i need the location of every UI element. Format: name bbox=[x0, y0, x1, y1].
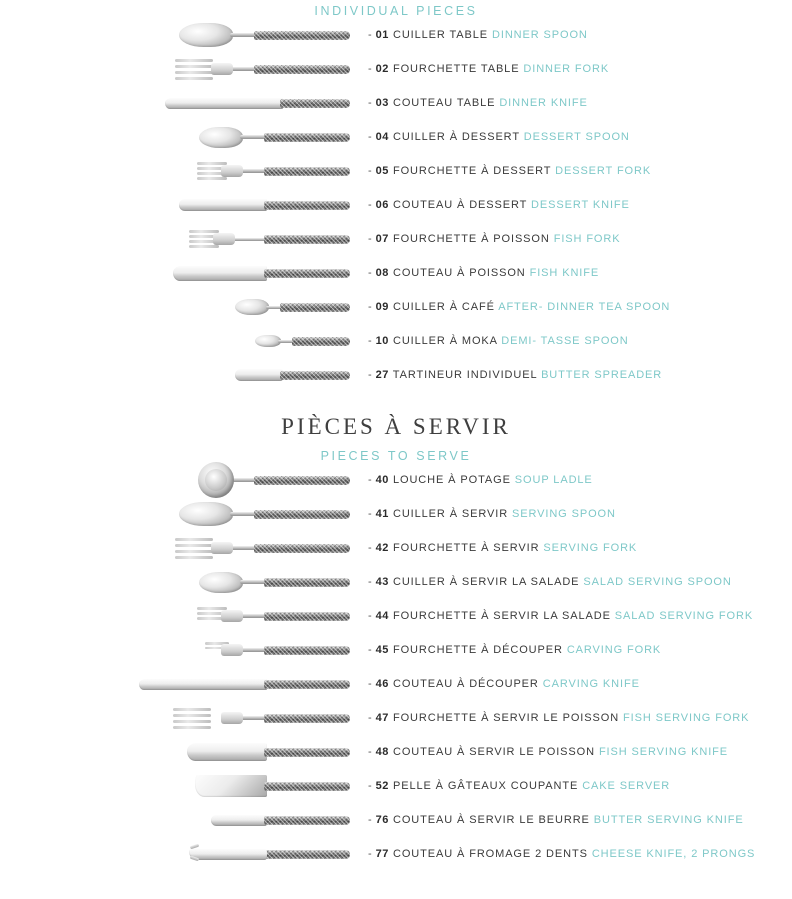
list-item bbox=[0, 463, 792, 497]
carving-fork-icon bbox=[205, 637, 350, 663]
item-name-en: DINNER SPOON bbox=[492, 29, 588, 41]
item-name-fr: CUILLER À SERVIR LA SALADE bbox=[392, 576, 580, 588]
item-number: 46 bbox=[375, 678, 390, 690]
item-name-en: AFTER- DINNER TEA SPOON bbox=[498, 301, 671, 313]
item-number: 02 bbox=[375, 63, 390, 75]
item-label bbox=[368, 780, 792, 792]
dash-separator: - bbox=[368, 576, 373, 588]
item-name-fr: CUILLER À DESSERT bbox=[392, 131, 520, 143]
list-item bbox=[0, 188, 792, 222]
item-label bbox=[368, 576, 792, 588]
item-name-en: CHEESE KNIFE, 2 PRONGS bbox=[591, 848, 756, 860]
dash-separator: - bbox=[368, 644, 373, 656]
item-label bbox=[368, 199, 792, 211]
list-item bbox=[0, 837, 792, 871]
cutlery-illustration-cell bbox=[0, 769, 368, 803]
item-label bbox=[368, 63, 792, 75]
item-label bbox=[368, 369, 792, 381]
serving-spoon-icon bbox=[179, 501, 350, 527]
list-item bbox=[0, 701, 792, 735]
demi-tasse-spoon-icon bbox=[255, 328, 350, 354]
dash-separator: - bbox=[368, 199, 373, 211]
cutlery-illustration-cell bbox=[0, 154, 368, 188]
list-item bbox=[0, 769, 792, 803]
cutlery-illustration-cell bbox=[0, 324, 368, 358]
list-item bbox=[0, 667, 792, 701]
item-name-en: BUTTER SERVING KNIFE bbox=[593, 814, 744, 826]
list-item bbox=[0, 531, 792, 565]
item-name-fr: LOUCHE À POTAGE bbox=[392, 474, 511, 486]
cutlery-illustration-cell bbox=[0, 463, 368, 497]
cutlery-illustration-cell bbox=[0, 52, 368, 86]
item-name-en: SOUP LADLE bbox=[514, 474, 593, 486]
item-label bbox=[368, 165, 792, 177]
item-label bbox=[368, 814, 792, 826]
dinner-knife-icon bbox=[165, 90, 350, 116]
item-list-individual-pieces bbox=[0, 18, 792, 392]
dash-separator: - bbox=[368, 780, 373, 792]
item-label bbox=[368, 678, 792, 690]
list-item bbox=[0, 222, 792, 256]
dinner-spoon-icon bbox=[179, 22, 350, 48]
item-number: 48 bbox=[375, 746, 390, 758]
dash-separator: - bbox=[368, 165, 373, 177]
dash-separator: - bbox=[368, 233, 373, 245]
item-label bbox=[368, 610, 792, 622]
section-title-en: PIECES TO SERVE bbox=[320, 449, 472, 463]
item-name-en: DESSERT FORK bbox=[555, 165, 652, 177]
dash-separator: - bbox=[368, 678, 373, 690]
item-name-fr: CUILLER TABLE bbox=[392, 29, 489, 41]
item-name-fr: FOURCHETTE À SERVIR bbox=[392, 542, 540, 554]
item-label bbox=[368, 644, 792, 656]
list-item bbox=[0, 290, 792, 324]
dash-separator: - bbox=[368, 542, 373, 554]
item-label bbox=[368, 301, 792, 313]
item-name-fr: PELLE À GÂTEAUX COUPANTE bbox=[392, 780, 579, 792]
item-name-en: CAKE SERVER bbox=[582, 780, 671, 792]
list-item bbox=[0, 120, 792, 154]
item-name-fr: FOURCHETTE À SERVIR LE POISSON bbox=[392, 712, 620, 724]
item-name-en: SERVING SPOON bbox=[512, 508, 616, 520]
item-label bbox=[368, 746, 792, 758]
item-name-fr: FOURCHETTE À DÉCOUPER bbox=[392, 644, 563, 656]
list-item bbox=[0, 358, 792, 392]
item-label bbox=[368, 712, 792, 724]
item-name-en: DESSERT KNIFE bbox=[531, 199, 630, 211]
list-item bbox=[0, 86, 792, 120]
serving-fork-icon bbox=[175, 535, 350, 561]
butter-spreader-icon bbox=[235, 362, 350, 388]
dash-separator: - bbox=[368, 131, 373, 143]
item-name-fr: COUTEAU TABLE bbox=[392, 97, 496, 109]
section-title-en: INDIVIDUAL PIECES bbox=[314, 4, 478, 18]
item-number: 77 bbox=[375, 848, 390, 860]
item-number: 07 bbox=[375, 233, 390, 245]
list-item bbox=[0, 256, 792, 290]
list-item bbox=[0, 565, 792, 599]
fish-knife-icon bbox=[173, 260, 350, 286]
cutlery-illustration-cell bbox=[0, 120, 368, 154]
cutlery-illustration-cell bbox=[0, 290, 368, 324]
list-item bbox=[0, 324, 792, 358]
dash-separator: - bbox=[368, 335, 373, 347]
list-item bbox=[0, 599, 792, 633]
list-item bbox=[0, 735, 792, 769]
butter-serving-knife-icon bbox=[211, 807, 350, 833]
fish-serving-fork-icon bbox=[173, 705, 350, 731]
item-label bbox=[368, 267, 792, 279]
item-label bbox=[368, 335, 792, 347]
item-number: 43 bbox=[375, 576, 390, 588]
item-number: 45 bbox=[375, 644, 390, 656]
cutlery-illustration-cell bbox=[0, 735, 368, 769]
item-name-en: FISH SERVING KNIFE bbox=[598, 746, 729, 758]
dessert-knife-icon bbox=[179, 192, 350, 218]
cutlery-illustration-cell bbox=[0, 837, 368, 871]
item-name-en: FISH FORK bbox=[553, 233, 621, 245]
dash-separator: - bbox=[368, 712, 373, 724]
item-name-en: DESSERT SPOON bbox=[523, 131, 630, 143]
fish-serving-knife-icon bbox=[187, 739, 350, 765]
dash-separator: - bbox=[368, 267, 373, 279]
item-number: 06 bbox=[375, 199, 390, 211]
item-name-en: CARVING FORK bbox=[566, 644, 662, 656]
item-label bbox=[368, 131, 792, 143]
cutlery-illustration-cell bbox=[0, 358, 368, 392]
item-list-pieces-to-serve bbox=[0, 463, 792, 871]
item-name-fr: FOURCHETTE À POISSON bbox=[392, 233, 550, 245]
item-number: 10 bbox=[375, 335, 390, 347]
cutlery-illustration-cell bbox=[0, 701, 368, 735]
item-number: 41 bbox=[375, 508, 390, 520]
item-label bbox=[368, 848, 792, 860]
item-name-fr: COUTEAU À SERVIR LE POISSON bbox=[392, 746, 595, 758]
cutlery-illustration-cell bbox=[0, 633, 368, 667]
dessert-spoon-icon bbox=[199, 124, 350, 150]
salad-serving-spoon-icon bbox=[199, 569, 350, 595]
dash-separator: - bbox=[368, 63, 373, 75]
dash-separator: - bbox=[368, 848, 373, 860]
item-number: 52 bbox=[375, 780, 390, 792]
item-number: 40 bbox=[375, 474, 390, 486]
item-name-fr: FOURCHETTE À DESSERT bbox=[392, 165, 552, 177]
dash-separator: - bbox=[368, 97, 373, 109]
item-name-fr: COUTEAU À DESSERT bbox=[392, 199, 528, 211]
dash-separator: - bbox=[368, 301, 373, 313]
item-name-en: SALAD SERVING FORK bbox=[614, 610, 754, 622]
item-name-en: FISH KNIFE bbox=[529, 267, 600, 279]
item-name-en: DINNER FORK bbox=[523, 63, 610, 75]
item-number: 05 bbox=[375, 165, 390, 177]
cutlery-illustration-cell bbox=[0, 565, 368, 599]
cutlery-illustration-cell bbox=[0, 667, 368, 701]
item-label bbox=[368, 508, 792, 520]
item-number: 09 bbox=[375, 301, 390, 313]
dash-separator: - bbox=[368, 610, 373, 622]
item-name-en: SALAD SERVING SPOON bbox=[583, 576, 732, 588]
cutlery-illustration-cell bbox=[0, 18, 368, 52]
fish-fork-icon bbox=[189, 226, 350, 252]
carving-knife-icon bbox=[139, 671, 350, 697]
cutlery-illustration-cell bbox=[0, 599, 368, 633]
item-name-en: DEMI- TASSE SPOON bbox=[501, 335, 629, 347]
item-name-fr: CUILLER À SERVIR bbox=[392, 508, 509, 520]
item-name-fr: COUTEAU À FROMAGE 2 DENTS bbox=[392, 848, 588, 860]
section-heading-individual-pieces bbox=[0, 0, 792, 18]
item-name-fr: COUTEAU À SERVIR LE BEURRE bbox=[392, 814, 590, 826]
item-name-en: FISH SERVING FORK bbox=[623, 712, 750, 724]
cutlery-illustration-cell bbox=[0, 222, 368, 256]
item-name-fr: FOURCHETTE TABLE bbox=[392, 63, 520, 75]
list-item bbox=[0, 497, 792, 531]
cheese-knife-icon bbox=[189, 841, 350, 867]
item-name-fr: COUTEAU À POISSON bbox=[392, 267, 526, 279]
item-name-en: BUTTER SPREADER bbox=[541, 369, 663, 381]
item-number: 42 bbox=[375, 542, 390, 554]
cutlery-illustration-cell bbox=[0, 803, 368, 837]
tea-spoon-icon bbox=[235, 294, 350, 320]
item-label bbox=[368, 97, 792, 109]
item-label bbox=[368, 542, 792, 554]
list-item bbox=[0, 154, 792, 188]
dinner-fork-icon bbox=[175, 56, 350, 82]
cutlery-illustration-cell bbox=[0, 188, 368, 222]
cutlery-illustration-cell bbox=[0, 86, 368, 120]
item-number: 01 bbox=[375, 29, 390, 41]
item-number: 27 bbox=[375, 369, 390, 381]
dash-separator: - bbox=[368, 29, 373, 41]
item-name-fr: COUTEAU À DÉCOUPER bbox=[392, 678, 539, 690]
cutlery-illustration-cell bbox=[0, 256, 368, 290]
item-number: 04 bbox=[375, 131, 390, 143]
dash-separator: - bbox=[368, 746, 373, 758]
section-title-fr: PIÈCES À SERVIR bbox=[281, 414, 511, 439]
item-label bbox=[368, 474, 792, 486]
item-number: 08 bbox=[375, 267, 390, 279]
item-name-fr: FOURCHETTE À SERVIR LA SALADE bbox=[392, 610, 611, 622]
list-item bbox=[0, 633, 792, 667]
cutlery-illustration-cell bbox=[0, 531, 368, 565]
item-number: 03 bbox=[375, 97, 390, 109]
salad-serving-fork-icon bbox=[197, 603, 350, 629]
list-item bbox=[0, 803, 792, 837]
item-number: 47 bbox=[375, 712, 390, 724]
item-number: 44 bbox=[375, 610, 390, 622]
soup-ladle-icon bbox=[198, 467, 350, 493]
item-label bbox=[368, 233, 792, 245]
item-name-fr: TARTINEUR INDIVIDUEL bbox=[392, 369, 538, 381]
dessert-fork-icon bbox=[197, 158, 350, 184]
item-label bbox=[368, 29, 792, 41]
dash-separator: - bbox=[368, 508, 373, 520]
item-name-en: DINNER KNIFE bbox=[499, 97, 588, 109]
item-number: 76 bbox=[375, 814, 390, 826]
item-name-en: SERVING FORK bbox=[543, 542, 638, 554]
list-item bbox=[0, 18, 792, 52]
item-name-fr: CUILLER À CAFÉ bbox=[392, 301, 495, 313]
section-heading-pieces-to-serve bbox=[0, 414, 792, 463]
dash-separator: - bbox=[368, 474, 373, 486]
dash-separator: - bbox=[368, 814, 373, 826]
dash-separator: - bbox=[368, 369, 373, 381]
list-item bbox=[0, 52, 792, 86]
item-name-fr: CUILLER À MOKA bbox=[392, 335, 498, 347]
cutlery-illustration-cell bbox=[0, 497, 368, 531]
cake-server-icon bbox=[195, 773, 350, 799]
item-name-en: CARVING KNIFE bbox=[542, 678, 640, 690]
